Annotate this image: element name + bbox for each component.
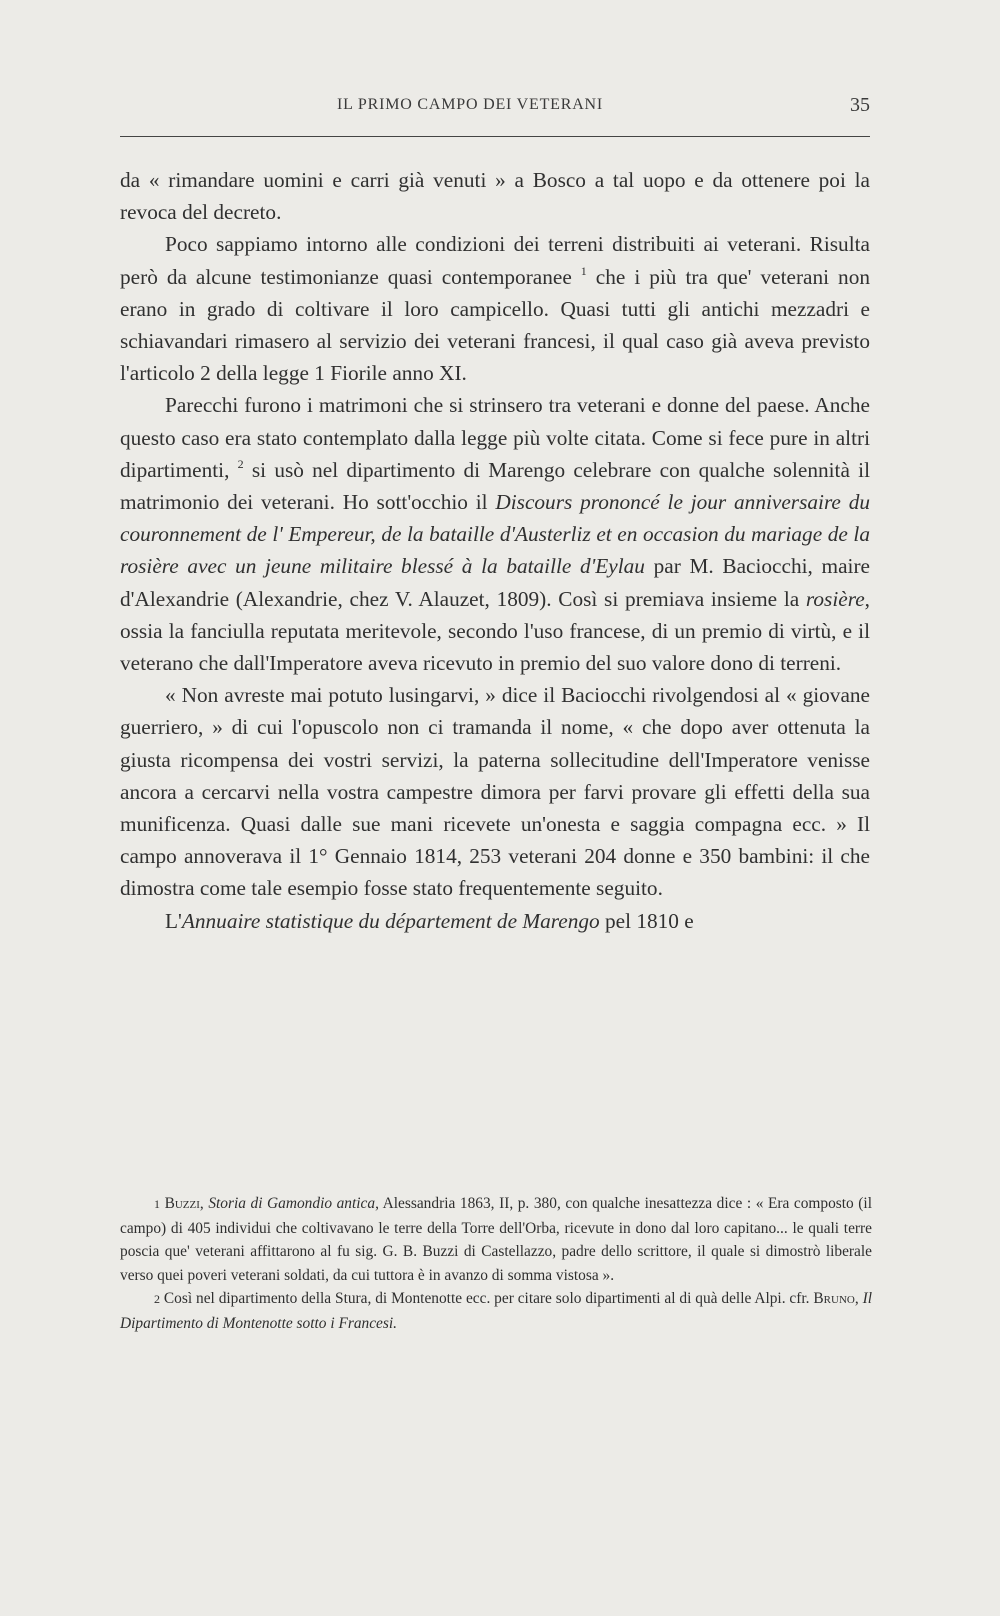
footnote-2-mark: 2 (154, 1292, 160, 1306)
paragraph-3 (120, 389, 870, 679)
paragraph-2 (120, 228, 870, 389)
paragraph-3-text-c: par M. Baciocchi, maire d'Alexandrie (Alexandrie, chez V. Alauzet, 1809). Così si premiava insieme la (120, 554, 870, 611)
paragraph-1-text: da « rimandare uomini e carri già venuti » a Bosco a tal uopo e da ottenere poi la revoca del decreto. (120, 168, 870, 225)
footnote-2 (120, 1287, 872, 1335)
running-title: IL PRIMO CAMPO DEI VETERANI (337, 96, 604, 113)
footnote-1: 1 Buzzi, Storia di Gamondio antica, Alessandria 1863, II, p. 380, con qualche inesattezza dice : « Era composto (il campo) di 405 individui che coltivavano le terre della Torre dell'Orba, ricevute in dono dal loro capitano... le quali terre poscia que' veterani affittarono al fu sig. G. B. Buzzi di Castellazzo, padre dello scrittore, il quale si dimostrò liberale verso quei poveri veterani soldati, da cui tuttora è in avanzo di somma vistosa ». (120, 1195, 872, 1284)
paragraph-3-text-d: , ossia la fanciulla reputata meritevole, secondo l'uso francese, di un premio di virtù, e il veterano che dall'Imperatore aveva ricevuto in premio del suo valore dono di terreni. (120, 586, 870, 676)
header-rule (120, 136, 870, 137)
footnote-1-text: , Alessandria 1863, II, p. 380, con qualche inesattezza dice : « Era composto (il campo) di 405 individui che coltivavano le terre della Torre dell'Orba, ricevute in dono dal loro capitano... le quali terre poscia que' veterani affittarono al fu sig. G. B. Buzzi di Castellazzo, padre dello scrittore, il quale si dimostrò liberale verso quei poveri veterani soldati, da cui tuttora è in avanzo di somma vistosa ». (120, 1195, 872, 1284)
paragraph-2-text-b: che i più tra que' veterani non erano in grado di coltivare il loro campicello. Quasi tutti gli antichi mezzadri e schiavandari rimasero al servizio dei veterani francesi, il qual caso già aveva previsto l'articolo 2 della legge 1 Fiorile anno XI. (120, 264, 871, 386)
page-number: 35 (850, 94, 870, 116)
running-head (120, 96, 870, 126)
paragraph-4-text: « Non avreste mai potuto lusingarvi, » dice il Baciocchi rivolgendosi al « giovane guerriero, » di cui l'opuscolo non ci tramanda il nome, « che dopo aver ottenuta la giusta ricompensa dei vostri servizi, la paterna sollecitudine dell'Imperatore venisse ancora a cercarvi nella vostra campestre dimora per farvi provare gli effetti della sua munificenza. Quasi dalle sue mani ricevete un'onesta e saggia compagna ecc. » Il campo annoverava il 1° Gennaio 1814, 253 veterani 204 donne e 350 bambini: il che dimostra come tale esempio fosse stato frequentemente seguito. (120, 683, 870, 901)
footnote-1-author: Buzzi (164, 1195, 200, 1212)
footnotes (120, 1192, 872, 1335)
footnote-ref-1: 1 (580, 263, 587, 278)
paragraph-4 (120, 679, 870, 904)
footnote-2-text: Così nel dipartimento della Stura, di Montenotte ecc. per citare solo dipartimenti al di quà delle Alpi. cfr. (160, 1290, 814, 1307)
rosiere-term: rosière (805, 586, 865, 611)
paragraph-5 (120, 905, 870, 937)
footnote-1-title: Storia di Gamondio antica (208, 1195, 376, 1212)
main-text (120, 164, 870, 937)
paragraph-5-text-b: pel 1810 e (599, 908, 694, 933)
paragraph-3-text-a: Parecchi furono i matrimoni che si strinsero tra veterani e donne del paese. Anche questo caso era stato contemplato dalla legge più volte citata. Come si fece pure in altri dipartimenti, (120, 393, 870, 482)
footnote-2-separator: , (854, 1290, 863, 1307)
footnote-1-mark: 1 (154, 1197, 160, 1211)
footnote-2-title: Il Dipartimento di Montenotte sotto i Francesi. (120, 1290, 872, 1332)
paragraph-5-text-a: L' (165, 908, 182, 933)
footnote-ref-2: 2 (237, 456, 244, 471)
paragraph-2-text-a: Poco sappiamo intorno alle condizioni dei terreni distribuiti ai veterani. Risulta però da alcune testimonianze quasi contemporanee (120, 232, 870, 289)
discours-title: Discours prononcé le jour anniversaire du couronnement de l' Empereur, de la bataille d'Austerliz et en occasion du mariage de la rosière avec un jeune militaire blessé à la bataille d'Eylau (120, 490, 870, 579)
paragraph-3-text-b: si usò nel dipartimento di Marengo celebrare con qualche solennità il matrimonio dei veterani. Ho sott'occhio il (120, 457, 870, 515)
footnote-2-author: Bruno (813, 1290, 855, 1307)
paragraph-1 (120, 164, 870, 228)
annuaire-title: Annuaire statistique du département de Marengo (181, 908, 600, 933)
